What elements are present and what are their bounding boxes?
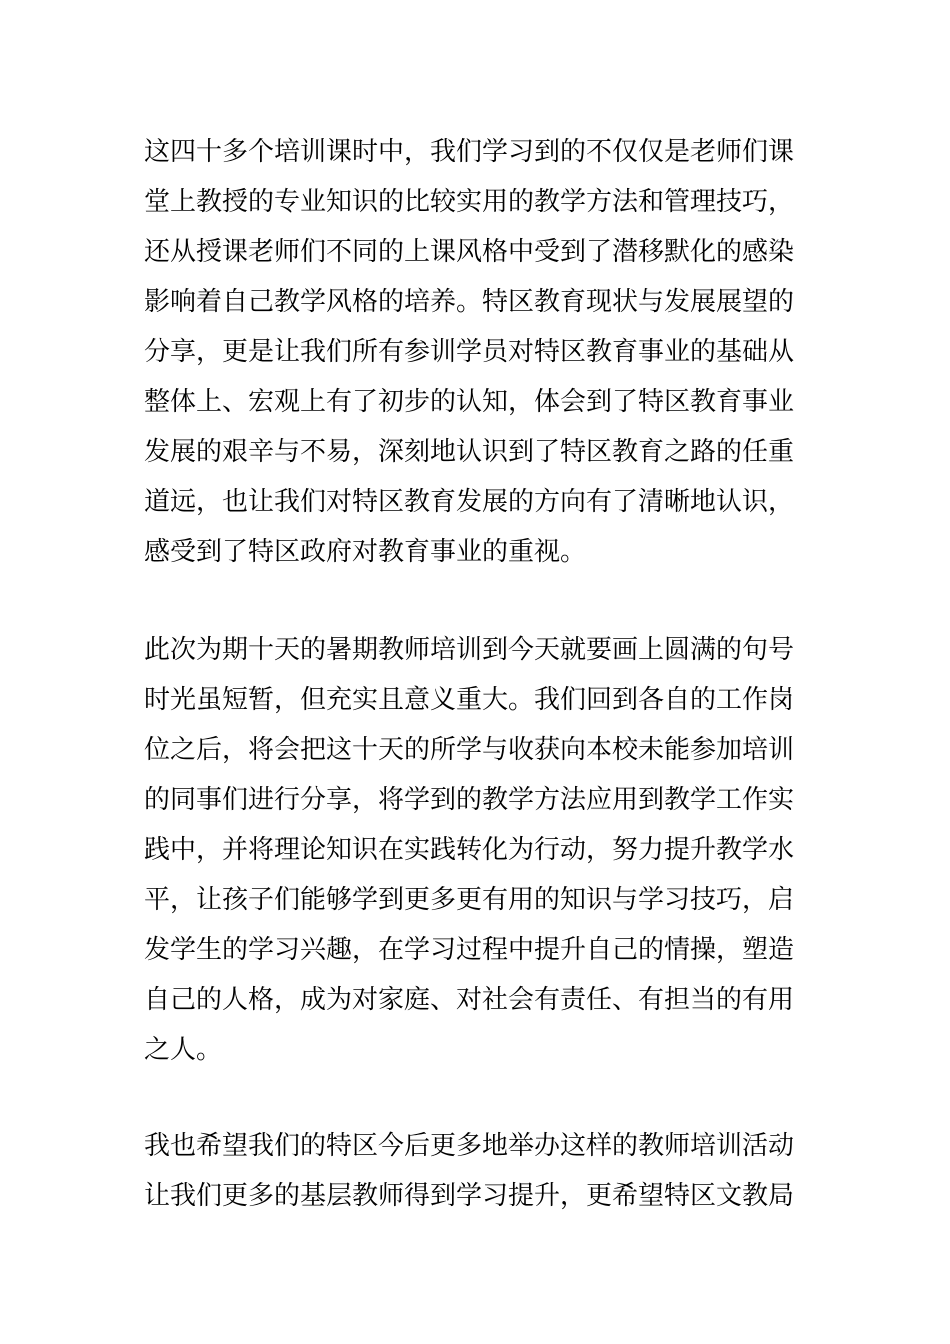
paragraph-line: 让我们更多的基层教师得到学习提升，更希望特区文教局 bbox=[144, 1181, 795, 1211]
paragraph-line: 发展的艰辛与不易，深刻地认识到了特区教育之路的任重 bbox=[144, 437, 795, 467]
paragraph-line: 之人。 bbox=[144, 1035, 223, 1065]
paragraph-line: 自己的人格，成为对家庭、对社会有责任、有担当的有用 bbox=[144, 985, 795, 1015]
paragraph-2 bbox=[144, 625, 814, 1075]
paragraph-line: 整体上、宏观上有了初步的认知，体会到了特区教育事业 bbox=[144, 387, 795, 417]
paragraph-line: 道远，也让我们对特区教育发展的方向有了清晰地认识， bbox=[144, 487, 795, 517]
paragraph-1 bbox=[144, 127, 814, 577]
paragraph-line: 发学生的学习兴趣，在学习过程中提升自己的情操，塑造 bbox=[144, 935, 795, 965]
paragraph-line: 平，让孩子们能够学到更多更有用的知识与学习技巧，启 bbox=[144, 885, 795, 915]
paragraph-line: 践中，并将理论知识在实践转化为行动，努力提升教学水 bbox=[144, 835, 795, 865]
paragraph-line: 此次为期十天的暑期教师培训到今天就要画上圆满的句号 bbox=[144, 635, 795, 665]
paragraph-line: 的同事们进行分享，将学到的教学方法应用到教学工作实 bbox=[144, 785, 795, 815]
paragraph-line: 我也希望我们的特区今后更多地举办这样的教师培训活动 bbox=[144, 1131, 795, 1161]
paragraph-line: 位之后，将会把这十天的所学与收获向本校未能参加培训 bbox=[144, 735, 795, 765]
paragraph-line: 还从授课老师们不同的上课风格中受到了潜移默化的感染 bbox=[144, 237, 795, 267]
paragraph-3 bbox=[144, 1121, 814, 1221]
paragraph-line: 这四十多个培训课时中，我们学习到的不仅仅是老师们课 bbox=[144, 137, 795, 167]
paragraph-line: 时光虽短暂，但充实且意义重大。我们回到各自的工作岗 bbox=[144, 685, 795, 715]
paragraph-line: 影响着自己教学风格的培养。特区教育现状与发展展望的 bbox=[144, 287, 795, 317]
paragraph-line: 分享，更是让我们所有参训学员对特区教育事业的基础从 bbox=[144, 337, 795, 367]
paragraph-line: 感受到了特区政府对教育事业的重视。 bbox=[144, 537, 587, 567]
paragraph-line: 堂上教授的专业知识的比较实用的教学方法和管理技巧， bbox=[144, 187, 795, 217]
